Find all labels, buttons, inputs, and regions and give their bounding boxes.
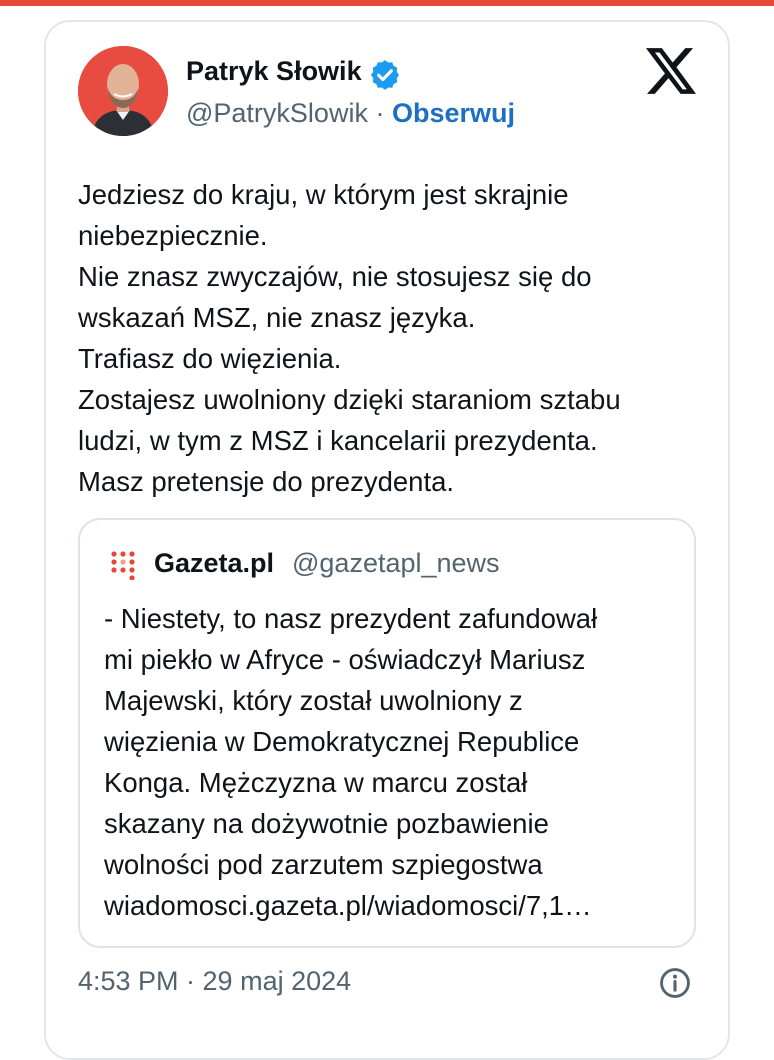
verified-badge-icon xyxy=(368,58,402,92)
tweet-text-line: Jedziesz do kraju, w którym jest skrajnie xyxy=(78,179,569,210)
quote-author-name[interactable]: Gazeta.pl xyxy=(154,548,275,578)
quote-text-line: więzienia w Demokratycznej Republice xyxy=(104,726,580,757)
tweet-text-line: wskazań MSZ, nie znasz języka. xyxy=(78,302,476,333)
quote-text xyxy=(104,598,684,926)
follow-button[interactable]: Obserwuj xyxy=(391,98,516,128)
quote-text-line: mi piekło w Afryce - oświadczył Mariusz xyxy=(104,644,586,675)
x-logo-icon[interactable] xyxy=(646,48,696,94)
quote-link[interactable]: wiadomosci.gazeta.pl/wiadomosci/7,1… xyxy=(104,890,592,921)
tweet-text-line: ludzi, w tym z MSZ i kancelarii prezydenta. xyxy=(78,425,598,456)
avatar-photo xyxy=(78,46,168,136)
tweet-text xyxy=(78,174,708,502)
quote-text-line: - Niestety, to nasz prezydent zafundował xyxy=(104,603,598,634)
quote-text-line: wolności pod zarzutem szpiegostwa xyxy=(104,849,543,880)
avatar[interactable] xyxy=(78,46,168,136)
top-accent-strip xyxy=(0,0,774,6)
quoted-tweet[interactable] xyxy=(78,518,696,948)
author-handle[interactable]: @PatrykSlowik xyxy=(186,98,368,128)
quote-text-line: Konga. Mężczyzna w marcu został xyxy=(104,767,528,798)
tweet-text-line: Trafiasz do więzienia. xyxy=(78,343,342,374)
quote-text-line: Majewski, który został uwolniony z xyxy=(104,685,523,716)
quote-text-line: skazany na dożywotnie pozbawienie xyxy=(104,808,549,839)
tweet-text-line: Masz pretensje do prezydenta. xyxy=(78,466,455,497)
tweet-text-line: Nie znasz zwyczajów, nie stosujesz się do xyxy=(78,261,592,292)
separator: · xyxy=(375,98,385,128)
author-handle-row xyxy=(186,98,515,129)
quote-author-handle[interactable]: @gazetapl_news xyxy=(292,548,500,578)
tweet-card[interactable] xyxy=(44,20,730,1060)
tweet-timestamp[interactable]: 4:53 PM · 29 maj 2024 xyxy=(78,966,352,996)
tweet-text-line: niebezpiecznie. xyxy=(78,220,268,251)
author-name[interactable]: Patryk Słowik xyxy=(186,56,362,86)
tweet-text-line: Zostajesz uwolniony dzięki staraniom sztabu xyxy=(78,384,621,415)
info-icon[interactable] xyxy=(658,966,692,1000)
gazeta-logo-icon xyxy=(108,550,138,580)
